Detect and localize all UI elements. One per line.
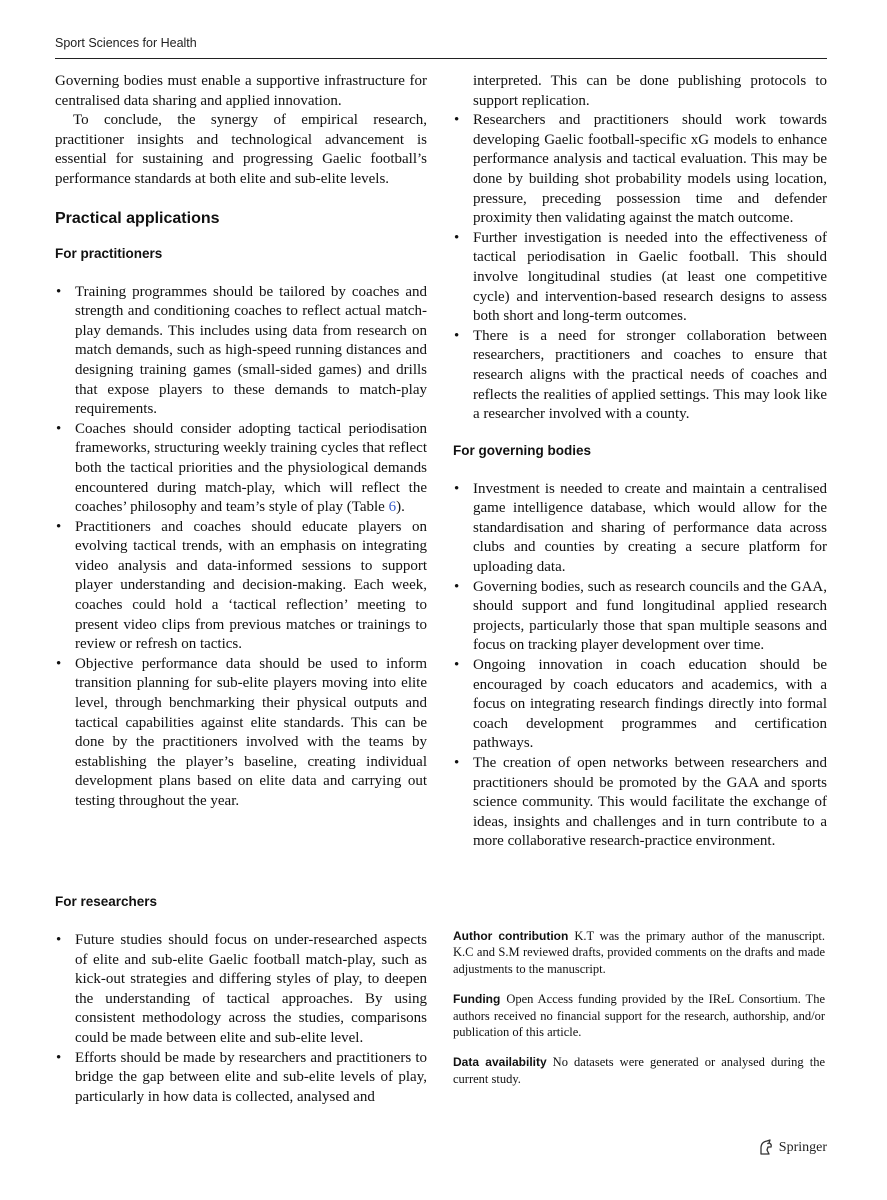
list-item — [55, 518, 427, 655]
intro-paragraph: Governing bodies must enable a supportive infrastructure for centralised data sharing and applied innovation. — [55, 73, 427, 109]
author-contribution-text: K.T was the primary author of the manuscript. K.C and S.M reviewed drafts, provided comments on the drafts and made adjustments to the manuscript. — [453, 929, 825, 976]
bullet-icon: • — [454, 112, 460, 129]
list-item — [453, 480, 827, 578]
data-availability — [453, 1054, 825, 1087]
bullet-icon: • — [454, 229, 460, 246]
list-item-text: Objective performance data should be used to inform transition planning for sub-elite players moving into elite level, through benchmarking their physical outputs and tactical capabilities against elite standards. This can be done by the practitioners involved with the teams by establishing the player’s baseline, creating individual development plans based on elite data and carrying out testing throughout the year. — [75, 655, 427, 809]
table-ref-prefix: (Table — [346, 499, 389, 516]
right-column-top — [453, 72, 827, 852]
author-contribution-label: Author contribution — [453, 929, 569, 943]
funding — [453, 991, 825, 1040]
funding-label: Funding — [453, 992, 501, 1007]
list-item — [453, 327, 827, 425]
data-availability-text: No datasets were generated or analysed during the current study. — [453, 1055, 825, 1086]
list-item — [453, 656, 827, 754]
bullet-icon: • — [454, 480, 460, 497]
list-item — [55, 655, 427, 812]
list-item-text: Governing bodies, such as research councils and the GAA, should support and fund longitudinal applied research projects, particularly those that span multiple seasons and focus on tracking player development over time. — [473, 578, 827, 654]
list-item — [453, 578, 827, 656]
list-item-text: Coaches should consider adopting tactical periodisation frameworks, structuring weekly training cycles that reflect both the tactical priorities and the physiological demands encountered during match-play, which will reflect the coaches’ philosophy and team’s style of play — [75, 420, 427, 516]
list-item-text: Researchers and practitioners should work towards developing Gaelic football-specific xG models to enhance performance analysis and tactical evaluation. This may be done by building shot probability models using location, pressure, preceding possession time and defender proximity then validating against the match outcome. — [473, 112, 827, 227]
data-availability-label: Data availability — [453, 1055, 547, 1070]
list-item — [55, 931, 427, 1049]
list-item-text: Practitioners and coaches should educate players on evolving tactical trends, with an emphasis on integrating video analysis and data-informed sessions to support player understanding and decision-making. Each week, coaches could hold a ‘tactical reflection’ meeting to present video clips from previous matches or trainings to review or refresh on tactics. — [75, 518, 427, 653]
list-item — [453, 754, 827, 852]
list-item-text: There is a need for stronger collaboration between researchers, practitioners and coaches to ensure that research aligns with the practical needs of coaches and reflects the realities of applied settings. This may look like a researcher involved with a county. — [473, 327, 827, 423]
table-6-link[interactable]: 6 — [388, 499, 397, 516]
bullet-icon: • — [56, 518, 62, 535]
running-head: Sport Sciences for Health — [55, 36, 197, 50]
left-column-bottom — [55, 894, 427, 1107]
publisher-brand — [758, 1139, 827, 1156]
list-item-text: Training programmes should be tailored by coaches and strength and conditioning coaches to reflect actual match-play demands. This includes using data from research on match demands, such as high-speed running distances and designing training games (small-sided games) and drills that expose players to these demands to match-play requirements. — [75, 283, 427, 418]
researchers-list-continued — [453, 111, 827, 425]
section-title-practical-applications: Practical applications — [55, 209, 220, 227]
governing-list — [453, 480, 827, 852]
bullet-icon: • — [56, 283, 62, 300]
list-item-text: Further investigation is needed into the effectiveness of tactical periodisation in Gaelic football. This should involve longitudinal studies (at least one competitive cycle) and intervention-based research designs to assess both short and long-term outcomes. — [473, 229, 827, 325]
subsection-title-researchers: For researchers — [55, 894, 158, 909]
author-contribution — [453, 928, 825, 977]
bullet-icon: • — [56, 655, 62, 672]
publisher-name: Springer — [778, 1139, 827, 1155]
practitioners-list — [55, 283, 427, 812]
list-item — [55, 283, 427, 420]
declarations — [453, 928, 825, 1101]
bullet-icon: • — [56, 420, 62, 437]
list-item-text: Investment is needed to create and maintain a centralised game intelligence database, which would allow for the standardisation and sharing of performance data across clubs and counties by creating a secure platform for uploading data. — [473, 480, 827, 576]
springer-horse-icon — [758, 1139, 774, 1156]
conclusion-paragraph: To conclude, the synergy of empirical research, practitioner insights and technological advancement is essential for sustaining and progressing Gaelic football’s performance standards at both elite and sub-elite levels. — [55, 112, 427, 187]
header-rule — [55, 58, 827, 59]
bullet-icon: • — [454, 657, 460, 674]
list-item-text: Future studies should focus on under-researched aspects of elite and sub-elite Gaelic football match-play, such as kick-out strategies and differing styles of play, to deepen the understanding of tactical approaches. By using consistent methodology across the studies, comparisons could be made between elite and sub-elite level. — [75, 932, 427, 1046]
subsection-title-governing-bodies: For governing bodies — [453, 442, 592, 458]
list-item — [453, 111, 827, 229]
bullet-icon: • — [454, 755, 460, 771]
subsection-title-practitioners: For practitioners — [55, 245, 163, 261]
bullet-icon: • — [56, 932, 62, 948]
left-column-top — [55, 72, 427, 812]
bullet-icon: • — [56, 1049, 62, 1066]
researchers-list — [55, 931, 427, 1107]
bullet-icon: • — [454, 327, 460, 344]
list-item — [453, 229, 827, 327]
table-ref-suffix: ). — [396, 499, 405, 516]
list-item — [55, 1049, 427, 1108]
bullet-icon: • — [454, 578, 460, 595]
funding-text: Open Access funding provided by the IReL Consortium. The authors received no financial support for the research, authorship, and/or publication of this article. — [453, 992, 825, 1040]
list-item-text: Ongoing innovation in coach education should be encouraged by coach educators and academics, with a focus on integrating research findings directly into formal coach development programmes and certification pathways. — [473, 657, 827, 752]
list-item-text: The creation of open networks between researchers and practitioners should be promoted by the GAA and sports science community. This would facilitate the exchange of ideas, insights and challenges and in turn contribute to a more collaborative research-practice environment. — [473, 755, 827, 850]
continued-bullet-text: interpreted. This can be done publishing protocols to support replication. — [473, 73, 827, 109]
list-item-text: Efforts should be made by researchers and practitioners to bridge the gap between elite and sub-elite levels of play, particularly in how data is collected, analysed and — [75, 1049, 427, 1105]
list-item — [55, 420, 427, 518]
